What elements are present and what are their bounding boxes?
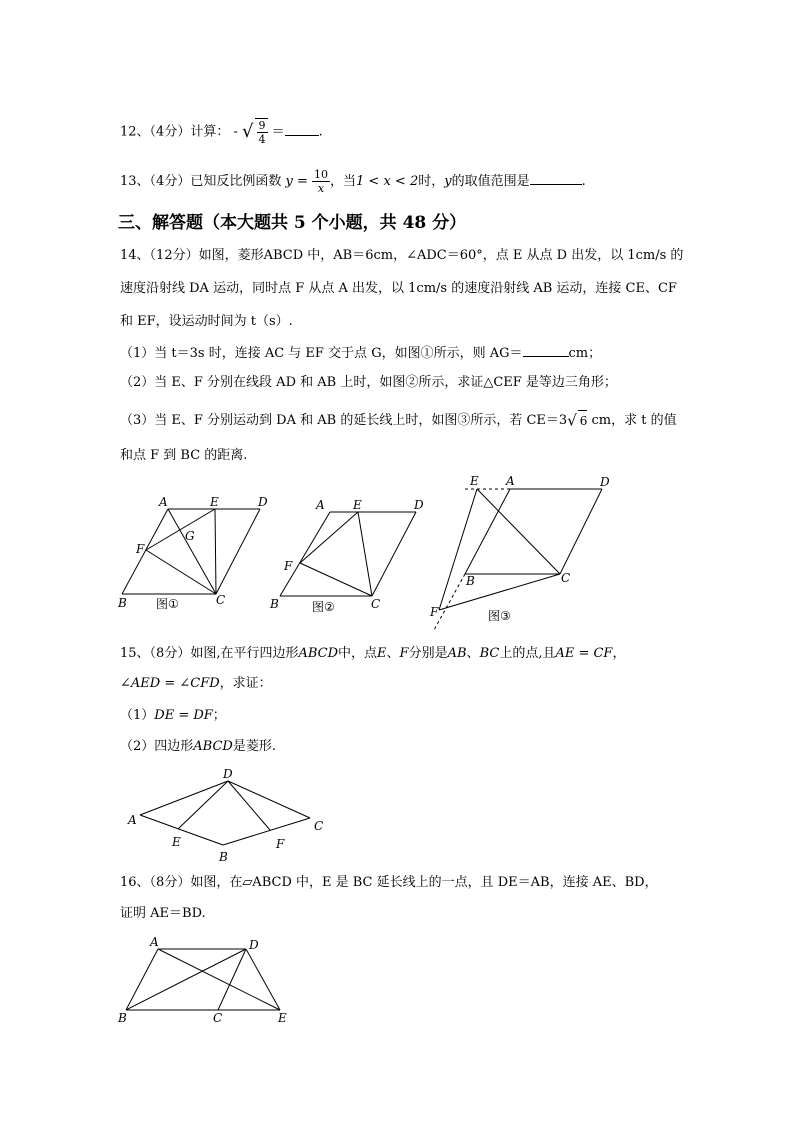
fig1-caption: 图① — [156, 597, 179, 611]
q12-sqrt — [255, 118, 268, 146]
q15-sep: 、 — [386, 646, 400, 661]
q14-part3a: （3）当 E、F 分别运动到 DA 和 AB 的延长线上时，如图③所示，若 CE＝ — [120, 413, 559, 428]
fig3-label-d: D — [600, 475, 610, 489]
q13-end: . — [581, 174, 586, 189]
q13-cond: 1 < x < 2 — [356, 174, 419, 189]
q13-fraction — [312, 168, 330, 195]
figure-3 — [420, 470, 620, 630]
fig2-label-d: D — [414, 498, 424, 512]
q15-part2 — [120, 737, 276, 757]
q12-answer-blank — [285, 121, 319, 136]
section-heading: 三、解答题（本大题共 5 个小题，共 48 分） — [118, 213, 467, 233]
q15-abcd: ABCD — [298, 646, 339, 661]
fig1-label-g: G — [185, 529, 195, 543]
fig2-label-a: A — [316, 498, 325, 512]
q15-end2: ，求证： — [219, 676, 272, 691]
fig1-label-c: C — [216, 593, 226, 607]
fig3-label-e: E — [470, 474, 479, 488]
fig1-label-e: E — [210, 495, 219, 509]
q12-minus: - — [233, 124, 238, 140]
figure-5 — [112, 930, 302, 1025]
figure-1 — [112, 490, 282, 620]
q14-part1b: cm； — [568, 346, 602, 361]
fig3-label-f: F — [430, 605, 439, 619]
q13-answer-blank — [530, 170, 582, 185]
question-12 — [120, 118, 323, 146]
q13-mid2: 时， — [418, 174, 445, 189]
fig2-label-e: E — [353, 498, 362, 512]
fig3-label-b: B — [466, 574, 475, 588]
fig4-label-c: C — [314, 819, 324, 833]
q14-part3-rad: 6 — [578, 410, 588, 431]
q13-y2: y — [444, 174, 452, 189]
fig3-caption: 图③ — [488, 609, 511, 623]
q12-equals: ＝ — [271, 124, 285, 140]
q16-line1: 16、（8分）如图，在▱ABCD 中，E 是 BC 延长线上的一点，且 DE＝AB，连接 AE、BD， — [120, 875, 658, 890]
q12-num: 9 — [258, 119, 266, 132]
q14-line2: 速度沿射线 DA 运动，同时点 F 从点 A 出发，以 1cm/s 的速度沿射线 AB 运动，连接 CE、CF — [120, 281, 677, 296]
q13-prefix: 13、（4分）已知反比例函数 — [120, 174, 282, 189]
fig5-label-b: B — [118, 1011, 127, 1025]
q15-ab: AB — [447, 646, 467, 661]
fig2-label-c: C — [371, 597, 381, 611]
fig2-label-b: B — [270, 597, 279, 611]
q15-p1-end: ； — [212, 708, 226, 723]
q15-sep2: 、 — [466, 646, 480, 661]
fig1-label-a: A — [159, 495, 168, 509]
fig4-label-b: B — [219, 850, 228, 864]
q13-num: 10 — [314, 168, 329, 181]
q15-angle: ∠AED = ∠CFD — [120, 676, 220, 691]
q12-den: 4 — [258, 133, 266, 146]
q15-aecf: AE = CF — [555, 646, 613, 661]
fig5-label-d: D — [249, 938, 259, 952]
q13-eq: = — [296, 174, 308, 189]
q15-p1: DE = DF — [154, 708, 213, 723]
fig3-label-a: A — [506, 474, 515, 488]
q12-fraction — [257, 119, 268, 146]
q13-y: y — [285, 174, 293, 189]
q14-line1: 14、（12分）如图，菱形ABCD 中，AB＝6cm，∠ADC＝60°，点 E 从点 D 出发，以 1cm/s 的 — [120, 248, 684, 263]
q15-mid1: 中，点 — [338, 646, 378, 661]
q15-f: F — [399, 646, 409, 661]
fig5-label-a: A — [150, 935, 159, 949]
q15-p2-abcd: ABCD — [193, 739, 233, 754]
q14-part3-coef: 3 — [558, 413, 568, 428]
q15-e: E — [377, 646, 387, 661]
fig1-label-d: D — [258, 495, 268, 509]
q15-prefix: 15、（8分）如图,在平行四边形 — [120, 646, 299, 661]
q15-mid2: 分别是 — [408, 646, 448, 661]
q14-part1 — [120, 342, 601, 364]
q14-part2: （2）当 E、F 分别在线段 AD 和 AB 上时，如图②所示，求证△CEF 是等边三角形； — [120, 375, 617, 390]
fig2-caption: 图② — [312, 600, 335, 614]
q12-end: . — [318, 124, 323, 140]
q15-end1: ， — [612, 646, 626, 661]
fig5-label-e: E — [278, 1011, 287, 1025]
q14-part3 — [120, 410, 677, 431]
q15-line2 — [120, 674, 272, 694]
q15-p2-label: （2）四边形 — [120, 739, 194, 754]
fig5-label-c: C — [213, 1011, 223, 1025]
q15-line1 — [120, 644, 625, 664]
fig2-label-f: F — [284, 559, 293, 573]
q12-prefix: 12、（4分）计算： — [120, 124, 230, 140]
fig4-label-d: D — [223, 767, 233, 781]
q15-part1 — [120, 706, 226, 726]
q15-bc: BC — [479, 646, 500, 661]
q13-den: x — [317, 182, 325, 195]
q13-mid: ，当 — [330, 174, 357, 189]
fig1-label-f: F — [136, 542, 145, 556]
q15-p1-label: （1） — [120, 708, 155, 723]
q15-mid3: 上的点,且 — [499, 646, 556, 661]
fig4-label-e: E — [172, 835, 181, 849]
figure-2 — [264, 490, 434, 620]
question-13 — [120, 168, 586, 195]
q14-part3b: cm，求 t 的值 — [587, 413, 677, 428]
q14-part3-line2: 和点 F 到 BC 的距离. — [120, 448, 248, 463]
q14-answer-blank — [523, 342, 569, 357]
radical-sign: √ — [567, 411, 577, 430]
q13-suffix: 的取值范围是 — [451, 174, 530, 189]
fig3-label-c: C — [561, 571, 571, 585]
fig4-label-a: A — [128, 813, 137, 827]
fig4-label-f: F — [276, 837, 285, 851]
figure-4 — [122, 762, 342, 867]
radical-sign: √ — [242, 121, 254, 142]
fig1-label-b: B — [118, 596, 127, 610]
q14-part1a: （1）当 t＝3s 时，连接 AC 与 EF 交于点 G，如图①所示，则 AG＝ — [120, 346, 523, 361]
q15-p2-end: 是菱形. — [232, 739, 276, 754]
q14-line3: 和 EF，设运动时间为 t（s）. — [120, 314, 293, 329]
q16-line2: 证明 AE＝BD. — [120, 906, 206, 921]
